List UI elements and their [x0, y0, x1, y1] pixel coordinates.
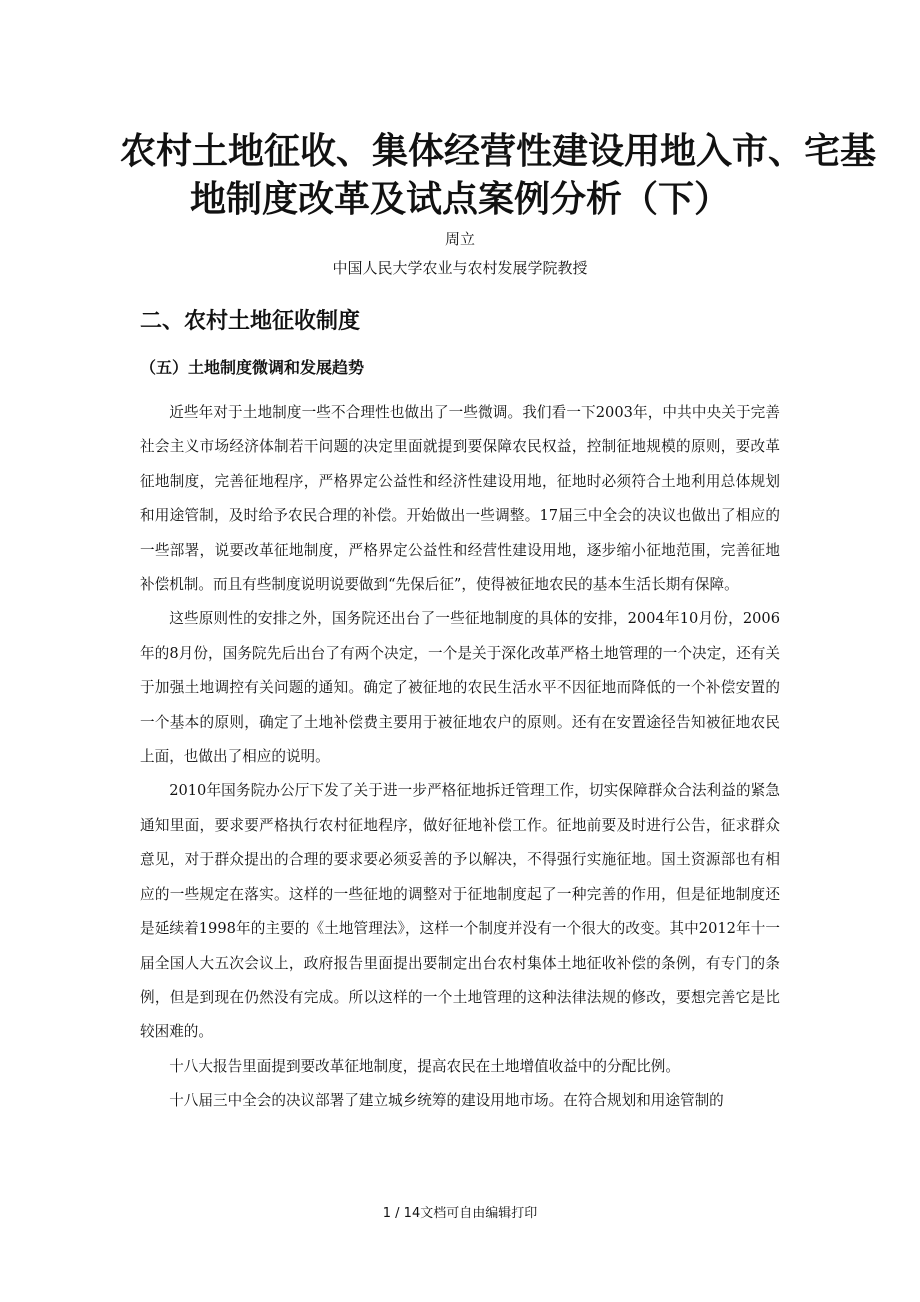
paragraph: 2010年国务院办公厅下发了关于进一步严格征地拆迁管理工作，切实保障群众合法利益的紧急通知里面，要求要严格执行农村征地程序，做好征地补偿工作。征地前要及时进行公告，征求群众意见，对于群众提出的合理的要求要必须妥善的予以解决，不得强行实施征地。国土资源部也有相应的一些规定在落实。这样的一些征地的调整对于征地制度起了一种完善的作用，但是征地制度还是延续着1998年的主要的《土地管理法》，这样一个制度并没有一个很大的改变。其中2012年十一届全国人大五次会议上，政府报告里面提出要制定出台农村集体土地征收补偿的条例，有专门的条例，但是到现在仍然没有完成。所以这样的一个土地管理的这种法律法规的修改，要想完善它是比较困难的。	[140, 782, 780, 1041]
author-affiliation: 中国人民大学农业与农村发展学院教授	[332, 259, 588, 277]
section-heading: 二、农村土地征收制度	[140, 309, 361, 334]
page-footer: 1 / 14文档可自由编辑打印	[382, 1206, 538, 1221]
paragraph: 近些年对于土地制度一些不合理性也做出了一些微调。我们看一下2003年，中共中央关于完善社会主义市场经济体制若干问题的决定里面就提到要保障农民权益，控制征地规模的原则，要改革征地制度，完善征地程序，严格界定公益性和经济性建设用地，征地时必须符合土地利用总体规划和用途管制，及时给予农民合理的补偿。开始做出一些调整。17届三中全会的决议也做出了相应的一些部署，说要改革征地制度，严格界定公益性和经营性建设用地，逐步缩小征地范围，完善征地补偿机制。而且有些制度说明说要做到“先保后征”，使得被征地农民的基本生活长期有保障。	[140, 404, 780, 594]
paragraph: 十八届三中全会的决议部署了建立城乡统筹的建设用地市场。在符合规划和用途管制的	[169, 1092, 724, 1110]
paragraph: 十八大报告里面提到要改革征地制度，提高农民在土地增值收益中的分配比例。	[169, 1057, 680, 1075]
author-name: 周立	[444, 230, 475, 248]
title-line-2: 地制度改革及试点案例分析（下）	[189, 179, 730, 220]
document-title	[120, 128, 877, 224]
subsection-heading: （五）土地制度微调和发展趋势	[140, 358, 365, 377]
paragraph: 这些原则性的安排之外，国务院还出台了一些征地制度的具体的安排，2004年10月份，2006年的8月份，国务院先后出台了有两个决定，一个是关于深化改革严格土地管理的一个决定，还有关于加强土地调控有关问题的通知。确定了被征地的农民生活水平不因征地而降低的一个补偿安置的一个基本的原则，确定了土地补偿费主要用于被征地农户的原则。还有在安置途径告知被征地农民上面，也做出了相应的说明。	[140, 610, 780, 766]
title-line-1: 农村土地征收、集体经营性建设用地入市、宅基	[120, 131, 877, 172]
body-text	[140, 396, 780, 1119]
